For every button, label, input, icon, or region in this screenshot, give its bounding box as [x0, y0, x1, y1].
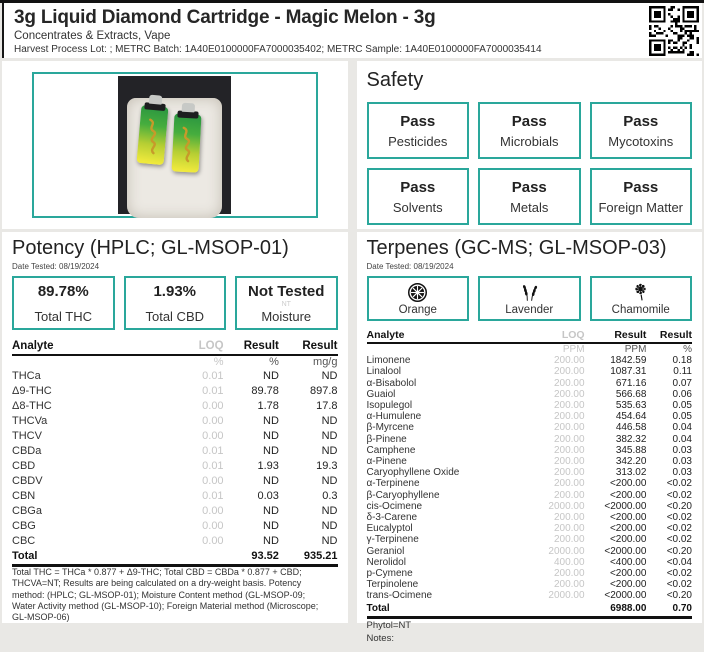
value-cell: <0.02 — [666, 579, 692, 591]
column-header: Result — [646, 328, 692, 343]
safety-grid — [367, 102, 693, 225]
value-cell: 313.02 — [615, 467, 647, 479]
table-row — [12, 489, 338, 504]
value-cell: 897.8 — [309, 385, 338, 397]
value-cell: 200.00 — [553, 411, 585, 423]
value-cell: <200.00 — [609, 579, 647, 591]
value-cell: 0.00 — [202, 415, 224, 427]
analyte-name: Linalool — [366, 366, 401, 378]
value-cell: 400.00 — [553, 556, 585, 568]
header — [2, 3, 702, 58]
value-cell: ND — [321, 475, 338, 487]
table-units-row — [367, 343, 693, 355]
value-cell: ND — [321, 370, 338, 382]
unit-cell: PPM — [562, 344, 585, 355]
table-row — [12, 369, 338, 384]
analyte-name: α-Terpinene — [366, 478, 420, 490]
table-row — [12, 444, 338, 459]
total-value: 0.70 — [646, 602, 692, 618]
value-cell: 0.01 — [202, 385, 224, 397]
total-value — [142, 549, 223, 566]
value-cell: 0.00 — [202, 505, 224, 517]
analyte-name: THCVa — [12, 415, 48, 427]
value-cell: 671.16 — [615, 377, 647, 389]
metrc-lot-line: Harvest Process Lot: ; METRC Batch: 1A40E0100000FA7000035402; METRC Sample: 1A40E0100000FA7000035414 — [14, 44, 542, 55]
analyte-name: trans-Ocimene — [366, 590, 433, 602]
value-cell: ND — [263, 415, 279, 427]
potency-title: Potency (HPLC; GL-MSOP-01) — [12, 237, 289, 259]
value-cell: 345.88 — [615, 444, 647, 456]
potency-summary-card — [124, 276, 227, 330]
analyte-name: β-Pinene — [366, 433, 407, 445]
table-row — [367, 378, 693, 389]
safety-result-value: Pass — [623, 112, 659, 130]
value-cell: ND — [263, 505, 279, 517]
table-row — [12, 534, 338, 549]
analyte-name: CBGa — [12, 505, 42, 517]
value-cell: ND — [263, 430, 279, 442]
value-cell: 0.01 — [202, 445, 224, 457]
value-cell: ND — [321, 415, 338, 427]
value-cell: 200.00 — [553, 478, 585, 490]
value-cell: <200.00 — [609, 534, 647, 546]
value-cell: 342.20 — [615, 456, 647, 468]
potency-summary-value: Not Tested — [248, 282, 325, 300]
value-cell: 1.78 — [257, 400, 279, 412]
column-header: Result — [585, 328, 647, 343]
value-cell: 200.00 — [553, 512, 585, 524]
aroma-card — [590, 276, 693, 321]
table-total-row — [12, 549, 338, 566]
value-cell: ND — [321, 430, 338, 442]
aroma-label: Lavender — [505, 303, 554, 316]
column-header: LOQ — [142, 337, 223, 355]
potency-summary-value: 1.93% — [153, 282, 197, 300]
value-cell: 200.00 — [553, 388, 585, 400]
safety-result-value: Pass — [511, 178, 547, 196]
analyte-name: α-Pinene — [366, 456, 407, 468]
table-header-row — [12, 337, 338, 355]
value-cell: 0.03 — [257, 490, 279, 502]
value-cell: 19.3 — [316, 460, 338, 472]
value-cell: <0.02 — [666, 523, 692, 535]
table-row — [12, 519, 338, 534]
value-cell: 454.64 — [615, 411, 647, 423]
safety-test-card — [590, 102, 693, 159]
value-cell: 0.01 — [202, 460, 224, 472]
value-cell: 200.00 — [553, 422, 585, 434]
potency-summary-label: Moisture — [261, 308, 312, 324]
analyte-name: δ-3-Carene — [366, 512, 418, 524]
aroma-label: Chamomile — [611, 303, 670, 316]
coa-page — [0, 3, 704, 645]
analyte-name: CBDa — [12, 445, 42, 457]
table-row — [367, 579, 693, 590]
unit-cell — [12, 355, 142, 369]
terpenes-footer — [367, 619, 693, 652]
analyte-name: Eucalyptol — [366, 523, 413, 535]
value-cell: <2000.00 — [604, 500, 647, 512]
value-cell: <200.00 — [609, 568, 647, 580]
value-cell: 200.00 — [553, 444, 585, 456]
value-cell: 0.01 — [202, 370, 224, 382]
value-cell: 0.05 — [672, 411, 692, 423]
safety-test-label: Solvents — [392, 199, 443, 215]
value-cell: 0.3 — [322, 490, 338, 502]
table-row — [367, 490, 693, 501]
chamomile-icon — [630, 282, 651, 303]
terpenes-section — [357, 232, 703, 645]
analyte-name: Δ8-THC — [12, 400, 52, 412]
total-value: 93.52 — [224, 549, 279, 566]
table-row — [367, 355, 693, 366]
value-cell: ND — [263, 535, 279, 547]
value-cell: 0.05 — [672, 400, 692, 412]
safety-result-value: Pass — [511, 112, 547, 130]
table-row — [12, 474, 338, 489]
value-cell: 200.00 — [553, 456, 585, 468]
product-category: Concentrates & Extracts, Vape — [14, 30, 171, 42]
value-cell: ND — [321, 520, 338, 532]
value-cell: <0.20 — [666, 545, 692, 557]
analyte-name: Limonene — [366, 355, 411, 367]
value-cell: 0.04 — [672, 433, 692, 445]
value-cell: 200.00 — [553, 355, 585, 367]
total-label: Total — [12, 549, 142, 566]
value-cell: 200.00 — [553, 433, 585, 445]
terpenes-table — [367, 328, 693, 619]
table-header-row — [367, 328, 693, 343]
terpenes-title: Terpenes (GC-MS; GL-MSOP-03) — [366, 237, 667, 259]
vape-cartridge — [137, 105, 169, 165]
aroma-label: Orange — [398, 303, 437, 316]
safety-test-label: Mycotoxins — [608, 133, 674, 149]
potency-summary-row — [12, 276, 338, 330]
value-cell: <200.00 — [609, 523, 647, 535]
table-row — [367, 523, 693, 534]
value-cell: <0.02 — [666, 568, 692, 580]
analyte-name: CBN — [12, 490, 36, 502]
table-row — [12, 459, 338, 474]
table-row — [367, 456, 693, 467]
table-row — [367, 501, 693, 512]
value-cell: 200.00 — [553, 467, 585, 479]
analyte-name: Δ9-THC — [12, 385, 52, 397]
analyte-name: α-Humulene — [366, 411, 422, 423]
value-cell: 0.18 — [672, 355, 692, 367]
potency-summary-card — [12, 276, 115, 330]
table-row — [367, 568, 693, 579]
value-cell: 1087.31 — [610, 366, 647, 378]
value-cell: 200.00 — [553, 489, 585, 501]
value-cell: <200.00 — [609, 489, 647, 501]
aroma-row — [367, 276, 693, 321]
analyte-name: Camphene — [366, 444, 416, 456]
value-cell: 0.07 — [672, 377, 692, 389]
value-cell: 17.8 — [316, 400, 338, 412]
analyte-name: Nerolidol — [366, 556, 406, 568]
column-header: LOQ — [516, 328, 584, 343]
table-row — [367, 478, 693, 489]
aroma-card — [367, 276, 470, 321]
table-total-row — [367, 602, 693, 618]
total-value: 935.21 — [279, 549, 338, 566]
table-row — [367, 422, 693, 433]
value-cell: <0.04 — [666, 556, 692, 568]
safety-test-label: Pesticides — [388, 133, 448, 149]
value-cell: <200.00 — [609, 478, 647, 490]
unit-cell: % — [213, 356, 224, 368]
value-cell: <200.00 — [609, 512, 647, 524]
total-value — [516, 602, 584, 618]
analyte-name: CBD — [12, 460, 36, 472]
value-cell: 0.04 — [672, 422, 692, 434]
table-row — [367, 389, 693, 400]
potency-summary-label: Total THC — [34, 308, 93, 324]
value-cell: 200.00 — [553, 400, 585, 412]
safety-test-card — [367, 168, 470, 225]
table-row — [367, 400, 693, 411]
vape-cartridge — [172, 113, 202, 172]
safety-title: Safety — [366, 69, 424, 91]
analyte-name: Geraniol — [366, 545, 405, 557]
unit-cell: mg/g — [313, 356, 338, 368]
cartridge-mouthpiece — [149, 95, 163, 105]
value-cell: 0.01 — [202, 490, 224, 502]
value-cell: 446.58 — [615, 422, 647, 434]
value-cell: 200.00 — [553, 523, 585, 535]
potency-summary-subvalue: NT — [281, 300, 291, 308]
value-cell: 566.68 — [615, 388, 647, 400]
table-row — [367, 590, 693, 601]
analyte-name: cis-Ocimene — [366, 500, 423, 512]
unit-cell: PPM — [624, 344, 647, 355]
value-cell: <0.20 — [666, 590, 692, 602]
analyte-name: CBDV — [12, 475, 43, 487]
value-cell: 2000.00 — [548, 500, 585, 512]
analyte-name: α-Bisabolol — [366, 377, 417, 389]
safety-test-card — [590, 168, 693, 225]
column-header: Result — [224, 337, 279, 355]
left-column — [2, 61, 348, 623]
table-units-row — [12, 355, 338, 369]
value-cell: ND — [263, 445, 279, 457]
product-photo-card — [2, 61, 348, 229]
value-cell: <0.02 — [666, 478, 692, 490]
orange-slice-icon — [407, 282, 428, 303]
potency-table — [12, 337, 338, 567]
safety-test-card — [478, 168, 581, 225]
value-cell: 200.00 — [553, 366, 585, 378]
value-cell: 89.78 — [251, 385, 279, 397]
cartridge-mouthpiece — [182, 103, 195, 113]
analyte-name: Guaiol — [366, 388, 396, 400]
value-cell: 0.00 — [202, 535, 224, 547]
value-cell: 200.00 — [553, 377, 585, 389]
potency-footnote: Total THC = THCa * 0.877 + Δ9-THC; Total CBD = CBDa * 0.877 + CBD; THCVA=NT; Results are being calculated on a dry-weight basis. Potency method: (HPLC; GL-MSOP-01); Moisture Content method (GL-MSOP-09; Water Activity method (GL-MSOP-10); Foreign Material method (Microscope; GL-MSOP-06) — [12, 567, 319, 622]
analyte-name: Caryophyllene Oxide — [366, 467, 460, 479]
potency-section — [2, 232, 348, 623]
value-cell: 1.93 — [257, 460, 279, 472]
table-row — [367, 411, 693, 422]
value-cell: 382.32 — [615, 433, 647, 445]
value-cell: ND — [321, 445, 338, 457]
product-photo — [118, 76, 231, 214]
total-value: 6988.00 — [585, 602, 647, 618]
unit-cell: % — [269, 356, 279, 368]
aroma-card — [478, 276, 581, 321]
analyte-name: γ-Terpinene — [366, 534, 419, 546]
potency-summary-card — [235, 276, 338, 330]
value-cell: 0.00 — [202, 520, 224, 532]
safety-test-label: Foreign Matter — [598, 199, 684, 215]
value-cell: <400.00 — [609, 556, 647, 568]
value-cell: 1842.59 — [610, 355, 647, 367]
value-cell: 0.11 — [673, 366, 692, 378]
value-cell: 0.03 — [672, 467, 692, 479]
safety-test-label: Metals — [510, 199, 549, 215]
safety-test-card — [367, 102, 470, 159]
table-row — [367, 467, 693, 478]
qr-code-icon — [649, 6, 699, 56]
analyte-name: THCV — [12, 430, 42, 442]
value-cell: ND — [263, 370, 279, 382]
table-row — [367, 445, 693, 456]
analyte-name: THCa — [12, 370, 41, 382]
terpenes-date-tested: Date Tested: 08/19/2024 — [366, 262, 454, 271]
value-cell: 535.63 — [615, 400, 647, 412]
value-cell: 2000.00 — [548, 545, 585, 557]
potency-summary-value: 89.78% — [37, 282, 89, 300]
unit-cell: % — [683, 344, 692, 355]
value-cell: 0.00 — [202, 430, 224, 442]
table-row — [12, 414, 338, 429]
value-cell: ND — [321, 505, 338, 517]
value-cell: ND — [263, 475, 279, 487]
value-cell: 0.03 — [672, 444, 692, 456]
potency-summary-label: Total CBD — [145, 308, 205, 324]
value-cell: 200.00 — [553, 534, 585, 546]
table-row — [12, 504, 338, 519]
value-cell: <0.20 — [666, 500, 692, 512]
table-row — [367, 546, 693, 557]
safety-result-value: Pass — [400, 178, 436, 196]
value-cell: 0.00 — [202, 475, 224, 487]
value-cell: 2000.00 — [548, 590, 585, 602]
safety-result-value: Pass — [623, 178, 659, 196]
column-header: Result — [279, 337, 338, 355]
table-row — [12, 429, 338, 444]
table-row — [12, 384, 338, 399]
analyte-name: β-Myrcene — [366, 422, 414, 434]
value-cell: <0.02 — [666, 489, 692, 501]
value-cell: <2000.00 — [604, 545, 647, 557]
value-cell: ND — [321, 535, 338, 547]
value-cell: <0.02 — [666, 512, 692, 524]
safety-section — [357, 61, 703, 229]
analyte-name: p-Cymene — [366, 568, 413, 580]
column-header: Analyte — [12, 337, 142, 355]
notes-label: Notes: — [366, 633, 394, 645]
value-cell: <2000.00 — [604, 590, 647, 602]
safety-test-label: Microbials — [499, 133, 559, 149]
analyte-name: Terpinolene — [366, 579, 419, 591]
potency-date-tested: Date Tested: 08/19/2024 — [12, 262, 100, 271]
table-row — [367, 512, 693, 523]
column-header: Analyte — [367, 328, 517, 343]
value-cell: 0.06 — [672, 388, 692, 400]
value-cell: <0.02 — [666, 534, 692, 546]
table-row — [12, 399, 338, 414]
analyte-name: CBG — [12, 520, 36, 532]
phytol-note: Phytol=NT — [366, 619, 412, 631]
table-row — [367, 534, 693, 545]
value-cell: 200.00 — [553, 579, 585, 591]
total-label: Total — [367, 602, 517, 618]
lavender-icon — [519, 282, 540, 303]
safety-result-value: Pass — [400, 112, 436, 130]
unit-cell — [367, 343, 517, 355]
analyte-name: β-Caryophyllene — [366, 489, 440, 501]
table-row — [367, 557, 693, 568]
value-cell: 0.00 — [202, 400, 224, 412]
value-cell: 200.00 — [553, 568, 585, 580]
main-content — [2, 61, 702, 645]
table-row — [367, 434, 693, 445]
table-row — [367, 366, 693, 377]
analyte-name: Isopulegol — [366, 400, 413, 412]
value-cell: ND — [263, 520, 279, 532]
right-column — [357, 61, 703, 645]
safety-test-card — [478, 102, 581, 159]
value-cell: 0.03 — [672, 456, 692, 468]
page-title: 3g Liquid Diamond Cartridge - Magic Melon - 3g — [14, 7, 436, 28]
product-photo-frame — [32, 72, 318, 218]
analyte-name: CBC — [12, 535, 36, 547]
